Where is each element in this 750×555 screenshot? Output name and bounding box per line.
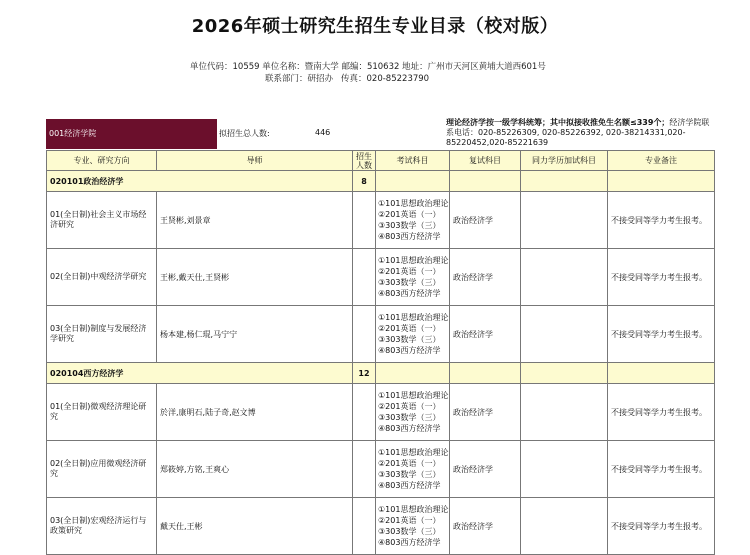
major-empty-cell — [376, 171, 450, 192]
direction-row — [47, 441, 715, 498]
exam-subject: ④803西方经济学 — [378, 481, 441, 490]
direction-quota — [353, 249, 376, 306]
direction-exam-subjects — [376, 498, 450, 555]
exam-subject: ③303数学（三） — [378, 527, 441, 536]
direction-name: 03(全日制)宏观经济运行与政策研究 — [47, 498, 157, 555]
exam-subject: ②201英语（一） — [378, 324, 441, 333]
direction-quota — [353, 498, 376, 555]
exam-subject: ①101思想政治理论 — [378, 448, 449, 457]
direction-retest: 政治经济学 — [450, 498, 521, 555]
direction-extra-subjects — [521, 306, 608, 363]
exam-subject: ②201英语（一） — [378, 516, 441, 525]
column-header-tutor: 导师 — [157, 151, 353, 171]
contact-fax: 传真：020-85223790 — [341, 74, 430, 84]
direction-remark: 不接受同等学力考生报考。 — [608, 498, 715, 555]
exam-subject: ①101思想政治理论 — [378, 505, 449, 514]
direction-extra-subjects — [521, 249, 608, 306]
direction-retest: 政治经济学 — [450, 384, 521, 441]
direction-exam-subjects — [376, 384, 450, 441]
table-header-row — [47, 151, 715, 171]
total-enrollment-value: 446 — [315, 128, 331, 137]
major-empty-cell — [608, 363, 715, 384]
direction-quota — [353, 192, 376, 249]
college-note-contact: 经济学院联系电话：020-85226309, 020-85226392, 020-38214331,020-85220452,020-85221639 — [446, 118, 710, 147]
major-row — [47, 363, 715, 384]
direction-remark: 不接受同等学力考生报考。 — [608, 441, 715, 498]
exam-subject: ②201英语（一） — [378, 402, 441, 411]
exam-subject: ②201英语（一） — [378, 210, 441, 219]
direction-retest: 政治经济学 — [450, 441, 521, 498]
direction-tutors: 於洋,康明石,陆子奇,赵文博 — [157, 384, 353, 441]
direction-extra-subjects — [521, 192, 608, 249]
direction-name: 02(全日制)应用微观经济研究 — [47, 441, 157, 498]
college-note-bold: 理论经济学按一级学科统筹；其中拟接收推免生名额≤339个； — [446, 118, 670, 127]
exam-subject: ②201英语（一） — [378, 459, 441, 468]
direction-remark: 不接受同等学力考生报考。 — [608, 384, 715, 441]
direction-row — [47, 249, 715, 306]
exam-subject: ③303数学（三） — [378, 335, 441, 344]
exam-subject: ①101思想政治理论 — [378, 313, 449, 322]
direction-remark: 不接受同等学力考生报考。 — [608, 192, 715, 249]
direction-extra-subjects — [521, 498, 608, 555]
direction-tutors: 王贤彬,刘景章 — [157, 192, 353, 249]
direction-name: 02(全日制)中观经济学研究 — [47, 249, 157, 306]
direction-tutors: 杨本建,杨仁琨,马宁宁 — [157, 306, 353, 363]
exam-subject: ④803西方经济学 — [378, 289, 441, 298]
direction-row — [47, 384, 715, 441]
major-empty-cell — [521, 363, 608, 384]
direction-exam-subjects — [376, 306, 450, 363]
column-header-exam-subjects: 考试科目 — [376, 151, 450, 171]
major-quota: 8 — [353, 171, 376, 192]
direction-extra-subjects — [521, 384, 608, 441]
exam-subject: ④803西方经济学 — [378, 346, 441, 355]
major-empty-cell — [521, 171, 608, 192]
exam-subject: ③303数学（三） — [378, 470, 441, 479]
direction-quota — [353, 306, 376, 363]
exam-subject: ②201英语（一） — [378, 267, 441, 276]
direction-retest: 政治经济学 — [450, 192, 521, 249]
unit-info-line: 单位代码：10559 单位名称：暨南大学 邮编：510632 地址：广州市天河区黄埔大道西601号 — [190, 62, 546, 72]
column-header-retest: 复试科目 — [450, 151, 521, 171]
direction-name: 03(全日制)制度与发展经济学研究 — [47, 306, 157, 363]
exam-subject: ③303数学（三） — [378, 413, 441, 422]
direction-remark: 不接受同等学力考生报考。 — [608, 306, 715, 363]
program-catalog-table — [46, 150, 715, 555]
direction-name: 01(全日制)社会主义市场经济研究 — [47, 192, 157, 249]
major-empty-cell — [376, 363, 450, 384]
contact-info-line — [265, 72, 429, 84]
exam-subject: ①101思想政治理论 — [378, 391, 449, 400]
college-note — [446, 118, 714, 148]
direction-quota — [353, 384, 376, 441]
exam-subject: ③303数学（三） — [378, 278, 441, 287]
direction-exam-subjects — [376, 249, 450, 306]
column-header-quota: 招生人数 — [353, 151, 376, 171]
direction-exam-subjects — [376, 192, 450, 249]
major-row — [47, 171, 715, 192]
exam-subject: ④803西方经济学 — [378, 538, 441, 547]
column-header-equivalent-extra: 同力学历加试科目 — [521, 151, 608, 171]
exam-subject: ①101思想政治理论 — [378, 256, 449, 265]
direction-name: 01(全日制)微观经济理论研究 — [47, 384, 157, 441]
exam-subject: ④803西方经济学 — [378, 424, 441, 433]
direction-extra-subjects — [521, 441, 608, 498]
major-empty-cell — [450, 363, 521, 384]
page-title: 2026年硕士研究生招生专业目录（校对版） — [191, 16, 559, 37]
direction-row — [47, 498, 715, 555]
major-quota: 12 — [353, 363, 376, 384]
contact-dept: 联系部门：研招办 — [265, 74, 334, 84]
major-empty-cell — [450, 171, 521, 192]
direction-exam-subjects — [376, 441, 450, 498]
exam-subject: ③303数学（三） — [378, 221, 441, 230]
direction-tutors: 郑筱婷,方铭,王爽心 — [157, 441, 353, 498]
major-empty-cell — [608, 171, 715, 192]
exam-subject: ①101思想政治理论 — [378, 199, 449, 208]
exam-subject: ④803西方经济学 — [378, 232, 441, 241]
direction-quota — [353, 441, 376, 498]
direction-remark: 不接受同等学力考生报考。 — [608, 249, 715, 306]
direction-retest: 政治经济学 — [450, 249, 521, 306]
direction-tutors: 戴天仕,王彬 — [157, 498, 353, 555]
college-name: 001经济学院 — [46, 119, 217, 149]
column-header-major-direction: 专业、研究方向 — [47, 151, 157, 171]
direction-tutors: 王彬,戴天仕,王贤彬 — [157, 249, 353, 306]
total-enrollment-label: 拟招生总人数: — [219, 129, 270, 138]
direction-retest: 政治经济学 — [450, 306, 521, 363]
major-code-name: 020104西方经济学 — [47, 363, 353, 384]
direction-row — [47, 306, 715, 363]
column-header-remark: 专业备注 — [608, 151, 715, 171]
major-code-name: 020101政治经济学 — [47, 171, 353, 192]
direction-row — [47, 192, 715, 249]
